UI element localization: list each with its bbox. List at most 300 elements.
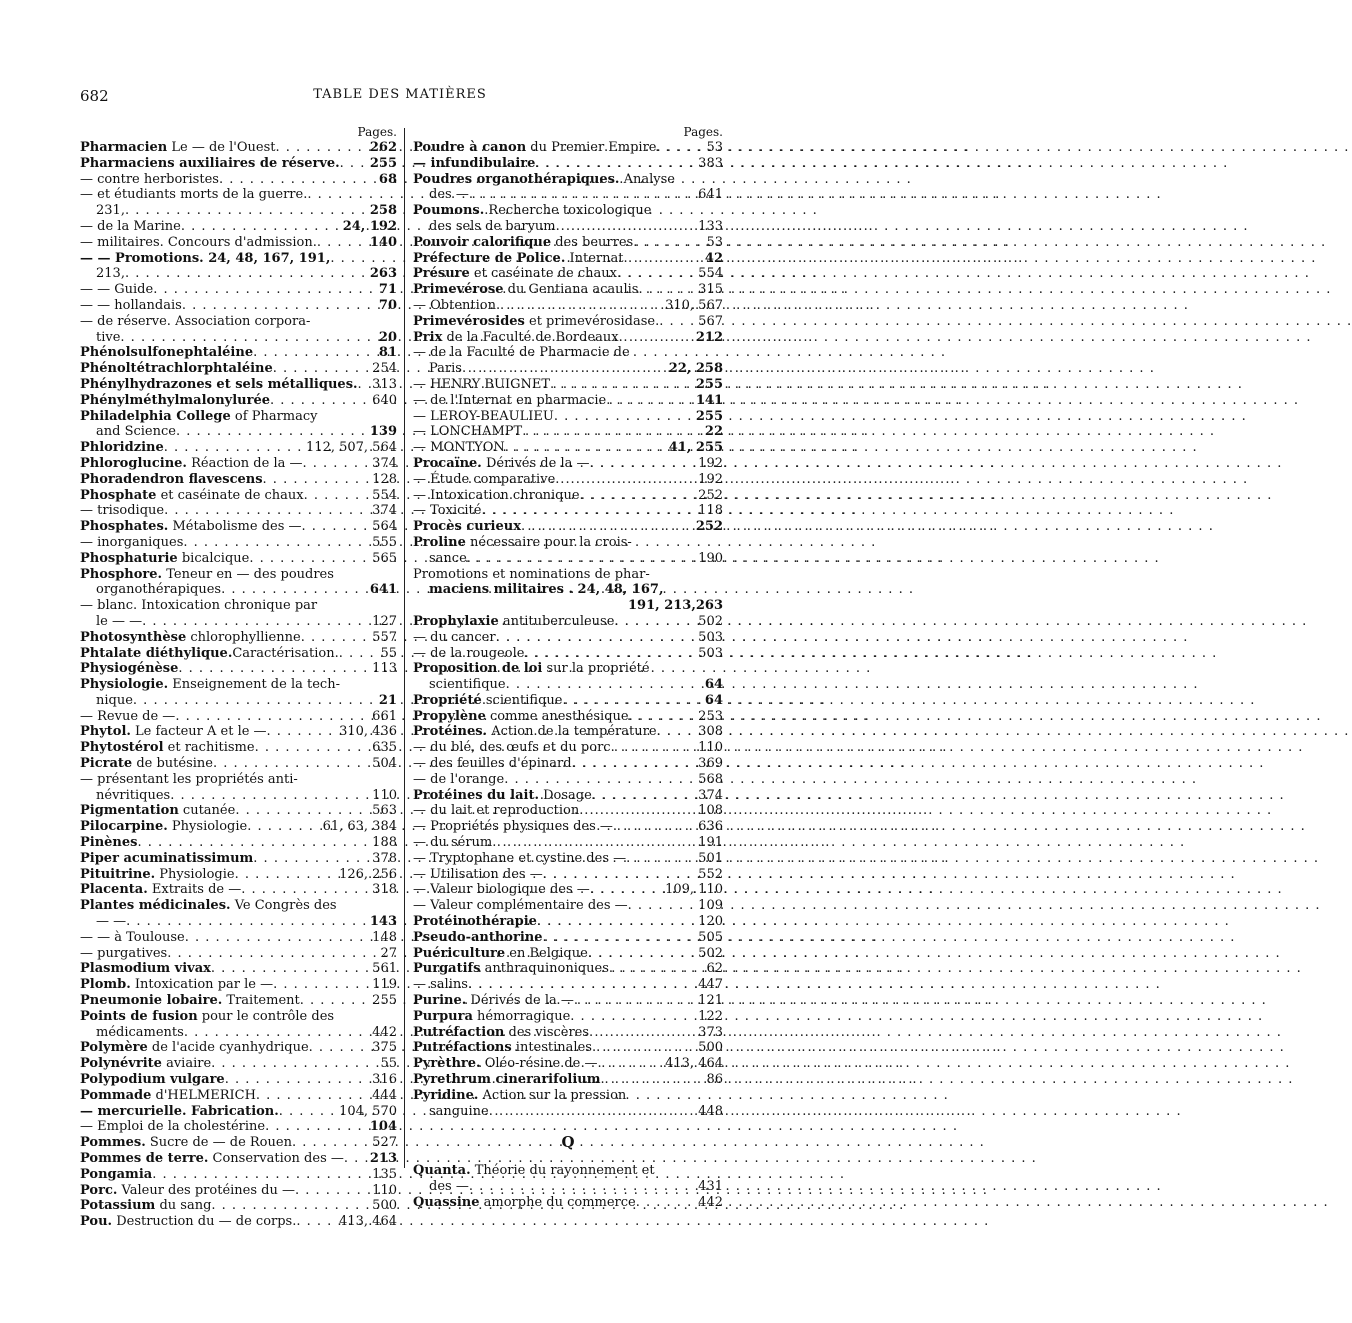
page-ref: 503 [698,629,723,645]
entry-continuation: tive [96,329,121,345]
leader-dots [580,488,699,504]
entry-text: de la Faculté de Bordeaux [442,329,619,345]
leader-dots [600,1072,706,1088]
section-letter: Q [561,1133,575,1152]
entry-continuation: névritiques [96,787,171,803]
index-entry [413,867,723,883]
index-entry [413,946,723,962]
entry-term: Picrate [80,756,133,772]
leader-dots [469,187,698,203]
leader-dots [170,788,372,804]
entry-text: Action de la température [487,724,657,740]
leader-dots [235,803,372,819]
entry-text: — de la rougeole [413,645,525,661]
leader-dots [628,898,699,914]
entry-term: Poudre à canon [413,140,527,155]
entry-continuation: 231, [96,203,125,219]
entry-text: Teneur en — des poudres [162,566,334,582]
index-entry [80,298,397,314]
leader-dots [522,424,705,440]
entry-term: Pituitrine. [80,866,156,882]
page-ref: 505 [698,929,723,945]
page-ref: 442 [372,1024,397,1040]
entry-text: — contre herboristes [80,171,219,187]
page-ref: 42 [704,250,723,266]
entry-continuation: and Science [96,424,176,440]
entry-term: Phosphore. [80,566,163,582]
entry-text: — mercurielle. Fabrication. [80,1103,279,1119]
index-entry [80,1056,397,1072]
leader-dots [340,156,370,172]
index-entry [413,993,723,1009]
page-ref: 121 [698,993,723,1009]
page-number: 682 [80,87,109,105]
page-ref: 212 [695,329,723,345]
index-entry [80,140,397,156]
page-ref: 122 [698,1008,723,1024]
leader-dots [213,756,372,772]
entry-text: Physiologie [155,866,235,882]
index-entry [80,724,397,740]
leader-dots [492,835,698,851]
index-entry [80,187,397,219]
page-ref: 110 [372,787,397,803]
entry-term: Pinènes [80,835,138,851]
entry-term: Prix [413,329,443,345]
page-ref: 21 [378,692,397,708]
index-entry [80,345,397,361]
entry-text: — trisodique [80,503,165,519]
leader-dots [265,1119,370,1135]
entry-term: Phytol. [80,724,131,740]
leader-dots [462,361,669,377]
index-entry [413,740,723,756]
entry-text: — Toxicité [413,503,482,519]
entry-term: Placenta. [80,882,148,898]
entry-text: Dosage [538,787,592,803]
page-ref: 192 [698,471,723,487]
page-ref: 554 [372,487,397,503]
index-entry [80,535,397,551]
entry-text: Théorie du rayonnement et [470,1163,655,1179]
entry-text: hémorragique [472,1008,571,1024]
leader-dots [574,993,698,1009]
entry-text: Sucre de — de Rouen [145,1135,292,1151]
index-entry [413,977,723,993]
entry-text: — — hollandais [80,297,182,313]
index-entry [413,424,723,440]
leader-dots [505,440,669,456]
page-ref: 127 [372,613,397,629]
leader-dots [589,456,698,472]
page-ref: 552 [698,866,723,882]
entry-text: — des feuilles d'épinard [413,756,572,772]
page-ref: 431 [698,1179,723,1195]
index-entry [413,1163,723,1195]
leader-dots [292,1135,372,1151]
page-ref: 258 [369,203,397,219]
entry-text: — Intoxication chronique [413,487,580,503]
index-entry [413,1056,723,1072]
index-entry [413,345,723,377]
page-ref: 254 [372,361,397,377]
index-entry [413,298,723,314]
entry-continuation: des — [429,1179,469,1195]
page-ref: 310, 436 [339,724,397,740]
entry-text: — du cancer [413,629,496,645]
entry-text: — du blé, des œufs et du porc [413,740,611,756]
index-entry [80,993,397,1009]
entry-text: — Propriétés physiques des — [413,819,613,835]
page-ref: 148 [372,929,397,945]
entry-text: — de réserve. Association corpora- [80,313,311,329]
entry-text: Traitement [222,993,300,1009]
page-ref: 564 [372,519,397,535]
entry-term: Quassine [413,1195,480,1210]
entry-term: Pigmentation [80,803,179,819]
entry-text: Intoxication par le — [130,977,274,993]
leader-dots [175,709,372,725]
index-entry [80,709,397,725]
entry-term: Présure [413,266,470,282]
index-entry [80,409,397,441]
index-entry [413,1088,723,1120]
index-entry [413,1040,723,1056]
index-entry [80,930,397,946]
leader-dots [273,361,372,377]
page-ref: 119 [372,977,397,993]
page-ref: 118 [698,503,723,519]
leader-dots [219,172,379,188]
entry-text: Extraits de — [147,882,242,898]
leader-dots [572,756,699,772]
page-ref: 500 [372,1198,397,1214]
leader-dots [358,377,373,393]
entry-term: Primevérose [413,282,504,298]
page-ref: 109, 110 [665,882,723,898]
entry-term: Polymère [80,1040,148,1056]
leader-dots [164,503,372,519]
page-ref: 71 [378,282,397,298]
index-entry [413,1072,723,1088]
index-entry [413,314,723,330]
page-ref: 661 [372,708,397,724]
page-ref: 373 [698,1024,723,1040]
index-entry [80,393,397,409]
entry-text: aviaire [161,1056,212,1072]
page-ref: 262 [369,140,397,155]
leader-dots [657,724,699,740]
index-entry [413,1195,723,1211]
leader-dots [659,314,698,330]
entry-term: Phénolsulfonephtaléine [80,345,254,361]
entry-term: Pilocarpine. [80,819,168,835]
page-ref: 263 [695,598,723,614]
leader-dots [611,740,699,756]
entry-text: du Premier Empire [526,140,657,155]
entry-text: des beurres [551,234,634,250]
leader-dots [570,1009,698,1025]
entry-text: cutanée [178,803,236,819]
page-ref: 308 [698,724,723,740]
leader-dots [609,961,707,977]
index-entry [80,598,397,630]
entry-term: Phosphates. [80,519,169,535]
index-entry [80,756,397,772]
index-entry [413,598,723,614]
page-ref: 374 [372,455,397,471]
entry-continuation: 191, 213, [628,598,696,614]
leader-dots [537,914,698,930]
index-column-left [80,124,397,1230]
page-ref: 41, 255 [668,440,723,456]
index-entry [413,819,723,835]
page-ref: 255 [369,155,397,171]
index-entry [413,535,723,567]
entry-term: Putréfactions [413,1040,512,1056]
page-ref: 191 [698,835,723,851]
entry-term: Purpura [413,1008,473,1024]
page-ref: 500 [698,1040,723,1056]
entry-term: Propriété [413,692,482,708]
pages-label: Pages. [357,125,397,139]
index-entry [80,1167,397,1183]
page-ref: 554 [698,266,723,282]
entry-text: de butésine [132,756,213,772]
entry-term: Phénylhydrazones et sels métalliques. [80,376,358,392]
index-entries-left [80,140,397,1230]
entry-continuation: médicaments [96,1024,184,1040]
page-ref: 104 [369,1119,397,1135]
index-entry [80,646,397,662]
entry-text: du sang [155,1198,212,1214]
index-entry [413,472,723,488]
index-entry [413,377,723,393]
page-ref: 561 [372,961,397,977]
entry-term: Pyridine. [413,1087,479,1103]
entry-term: Pharmaciens auxiliaires de réserve. [80,155,340,171]
entry-term: Plantes médicinales. [80,898,231,914]
leader-dots [636,1195,698,1211]
page-ref: 109 [698,898,723,914]
page-ref: 501 [698,850,723,866]
entry-term: Phoradendron flavescens [80,471,263,487]
entry-term: Pneumonie lobaire. [80,993,223,1009]
page-ref: 22, 258 [668,361,723,377]
leader-dots [592,788,698,804]
index-entry [80,661,397,677]
entry-term: Protéines. [413,724,488,740]
index-entry [80,456,397,472]
entry-term: Purgatifs [413,961,481,977]
leader-dots [590,882,665,898]
index-entry [80,314,397,346]
entry-text: Enseignement de la tech- [168,677,340,693]
page-ref: 139 [369,424,397,440]
entry-term: Pharmacien [80,140,168,155]
leader-dots [302,519,373,535]
entry-text: Internat [565,250,624,266]
page-ref: 413, 464 [339,1214,397,1230]
leader-dots [279,1104,339,1120]
index-entry [80,677,397,709]
leader-dots [496,630,699,646]
entry-text: de l'acide cyanhydrique [147,1040,309,1056]
entry-term: Putréfaction [413,1024,505,1040]
entry-text: Le facteur A et le — [130,724,267,740]
page-ref: 24, 192 [342,218,397,234]
index-entry [80,440,397,456]
leader-dots [125,266,370,282]
entry-continuation: sance [429,550,467,566]
entry-text: — blanc. Intoxication chronique par [80,598,318,614]
entry-text: Ve Congrès des [230,898,337,914]
entry-term: Piper acuminatissimum [80,850,254,866]
leader-dots [167,946,380,962]
entry-text: Caractérisation. [232,645,339,661]
leader-dots [295,1183,372,1199]
leader-dots [182,298,379,314]
page-ref: 143 [369,914,397,930]
entry-term: Poudres organothérapiques. [413,171,620,187]
leader-dots [469,1179,698,1195]
entry-term: Pommade [80,1087,152,1103]
entry-text: — présentant les propriétés anti- [80,771,298,787]
page-ref: 310, 567 [665,297,723,313]
entry-text: — Valeur biologique des — [413,882,590,898]
entry-text: — purgatives [80,945,168,961]
entry-term: Pou. [80,1214,113,1230]
entry-text: anthraquinoniques [480,961,609,977]
index-entry [413,788,723,804]
leader-dots [276,140,370,156]
entry-continuation: — — [96,914,127,930]
index-entry [413,914,723,930]
page-ref: 313 [372,376,397,392]
leader-dots [588,946,698,962]
entry-term: Pyrethrum cinerarifolium [413,1072,601,1088]
page-ref: 502 [698,945,723,961]
entry-text: chlorophyllienne [186,629,301,645]
leader-dots [178,661,372,677]
leader-dots [543,930,699,946]
entry-text: — LONCHAMPT [413,424,523,440]
entry-text: des viscères [504,1024,590,1040]
index-entry [413,835,723,851]
page-ref: 188 [372,835,397,851]
entry-text: — de la Faculté de Pharmacie de [413,345,630,361]
page-ref: 255 [695,408,723,424]
leader-dots [304,488,373,504]
index-entry [80,503,397,519]
entry-continuation: 213, [96,266,125,282]
leader-dots [153,282,379,298]
index-entry [413,930,723,946]
entry-continuation: organothérapiques [96,582,222,598]
page-ref: 64 [704,677,723,693]
index-entry [80,1040,397,1056]
entry-text: bicalcique [177,550,250,566]
leader-dots [555,472,698,488]
entry-continuation: maciens militaires . 24, 48, 167, [429,582,664,598]
entry-term: Porc. [80,1182,118,1198]
page-ref: 55 [380,645,397,661]
index-entry [413,140,723,156]
entry-term: Potassium [80,1198,156,1214]
leader-dots [489,1104,698,1120]
entry-text: sur la propriété [542,661,650,677]
entry-term: Poumons. [413,203,485,219]
entry-text: intestinales [511,1040,592,1056]
leader-dots [181,219,343,235]
leader-dots [467,551,698,567]
entry-term: Phosphaturie [80,550,178,566]
entry-text: Analyse [619,171,675,187]
page-ref: 636 [698,819,723,835]
entry-term: Pommes. [80,1135,146,1151]
leader-dots [524,646,698,662]
entry-term: Phénylméthylmalonylurée [80,392,270,408]
index-entry [413,393,723,409]
index-entry [80,172,397,188]
entry-term: Polynévrite [80,1056,162,1072]
page-ref: 110 [372,1182,397,1198]
leader-dots [613,819,698,835]
page-ref: 81 [378,345,397,361]
leader-dots [241,882,372,898]
index-entry [80,1119,397,1135]
leader-dots [303,456,373,472]
index-entry [413,330,723,346]
page-ref: 64 [704,692,723,708]
entry-term: Pyrèthre. [413,1056,481,1072]
entry-text: — inorganiques [80,534,184,550]
leader-dots [253,345,379,361]
entry-term: Phytostérol [80,740,164,756]
index-entry [80,1072,397,1088]
page-ref: 126, 256 [339,866,397,882]
entry-text: — Obtention [413,297,496,313]
index-entry [80,282,397,298]
page-ref: 641 [698,187,723,203]
page-ref: 557 [372,629,397,645]
page-ref: 447 [698,977,723,993]
index-entry [413,567,723,599]
entry-term: Protéinothérapie [413,914,537,930]
page-ref: 315 [698,282,723,298]
leader-dots [152,1167,372,1183]
entry-text: — Étude comparative [413,471,556,487]
page-ref: 108 [698,803,723,819]
index-entries-q [413,1163,723,1210]
leader-dots [468,977,698,993]
entry-term: Plasmodium vivax [80,961,211,977]
index-entry [80,1104,397,1120]
entry-text: Métabolisme des — [168,519,302,535]
entry-term: Purine. [413,993,467,1009]
index-entry [413,614,723,630]
leader-dots [126,914,370,930]
index-entry [413,1025,723,1041]
page-ref: 190 [698,550,723,566]
entry-term: Pseudo-anthorine [413,929,543,945]
leader-dots [496,298,665,314]
entry-text: — — à Toulouse [80,929,185,945]
entry-text: — LEROY-BEAULIEU [413,408,554,424]
entry-text: — militaires. Concours d'admission. [80,234,317,250]
page-ref: 640 [372,392,397,408]
leader-dots [133,693,379,709]
